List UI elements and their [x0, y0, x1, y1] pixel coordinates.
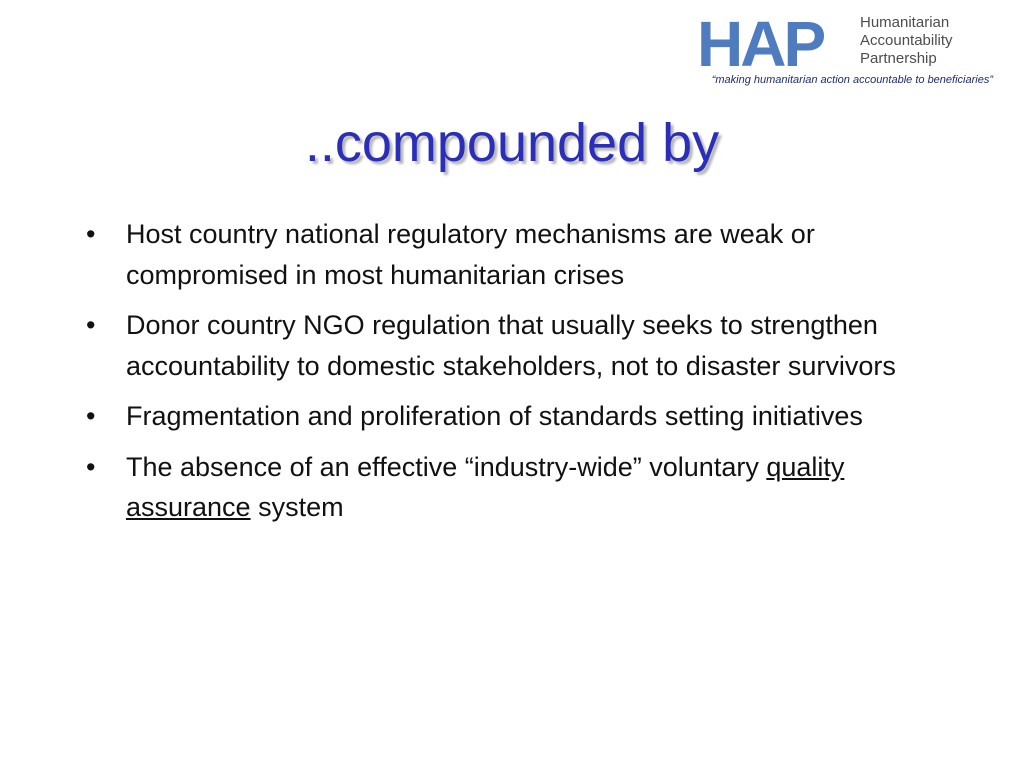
hap-logo — [697, 8, 997, 94]
bullet-item — [82, 214, 942, 295]
quality-assurance-link[interactable]: quality assurance — [126, 451, 845, 522]
bullet-dot: • — [86, 310, 96, 340]
bullet-dot: • — [86, 451, 96, 482]
bullet-text: Fragmentation and proliferation of standards setting initiatives — [126, 401, 863, 431]
logo-name-line: Humanitarian — [860, 14, 950, 31]
bullet-text: Donor country NGO regulation that usually seeks to strengthen accountability to domestic stakeholders, not to disaster survivors — [126, 310, 896, 381]
bullet-item — [82, 305, 942, 386]
logo-organization-name — [860, 14, 1000, 68]
bullet-text-before: The absence of an effective “industry-wide” voluntary — [126, 451, 767, 482]
bullet-text: Host country national regulatory mechanisms are weak or compromised in most humanitarian crises — [126, 219, 815, 290]
logo-name-line: Partnership — [860, 50, 937, 67]
slide-title: ..compounded by — [304, 113, 720, 173]
bullet-dot: • — [86, 401, 96, 431]
bullet-item — [82, 396, 942, 437]
bullet-text — [126, 452, 844, 523]
logo-tagline: “making humanitarian action accountable to beneficiaries” — [711, 74, 993, 86]
bullet-dot: • — [86, 219, 96, 249]
logo-mark: HAP — [697, 8, 824, 80]
logo-name-line: Accountability — [860, 32, 953, 49]
bullet-list — [82, 214, 942, 538]
bullet-item — [82, 447, 942, 528]
bullet-text-after: system — [250, 492, 344, 522]
